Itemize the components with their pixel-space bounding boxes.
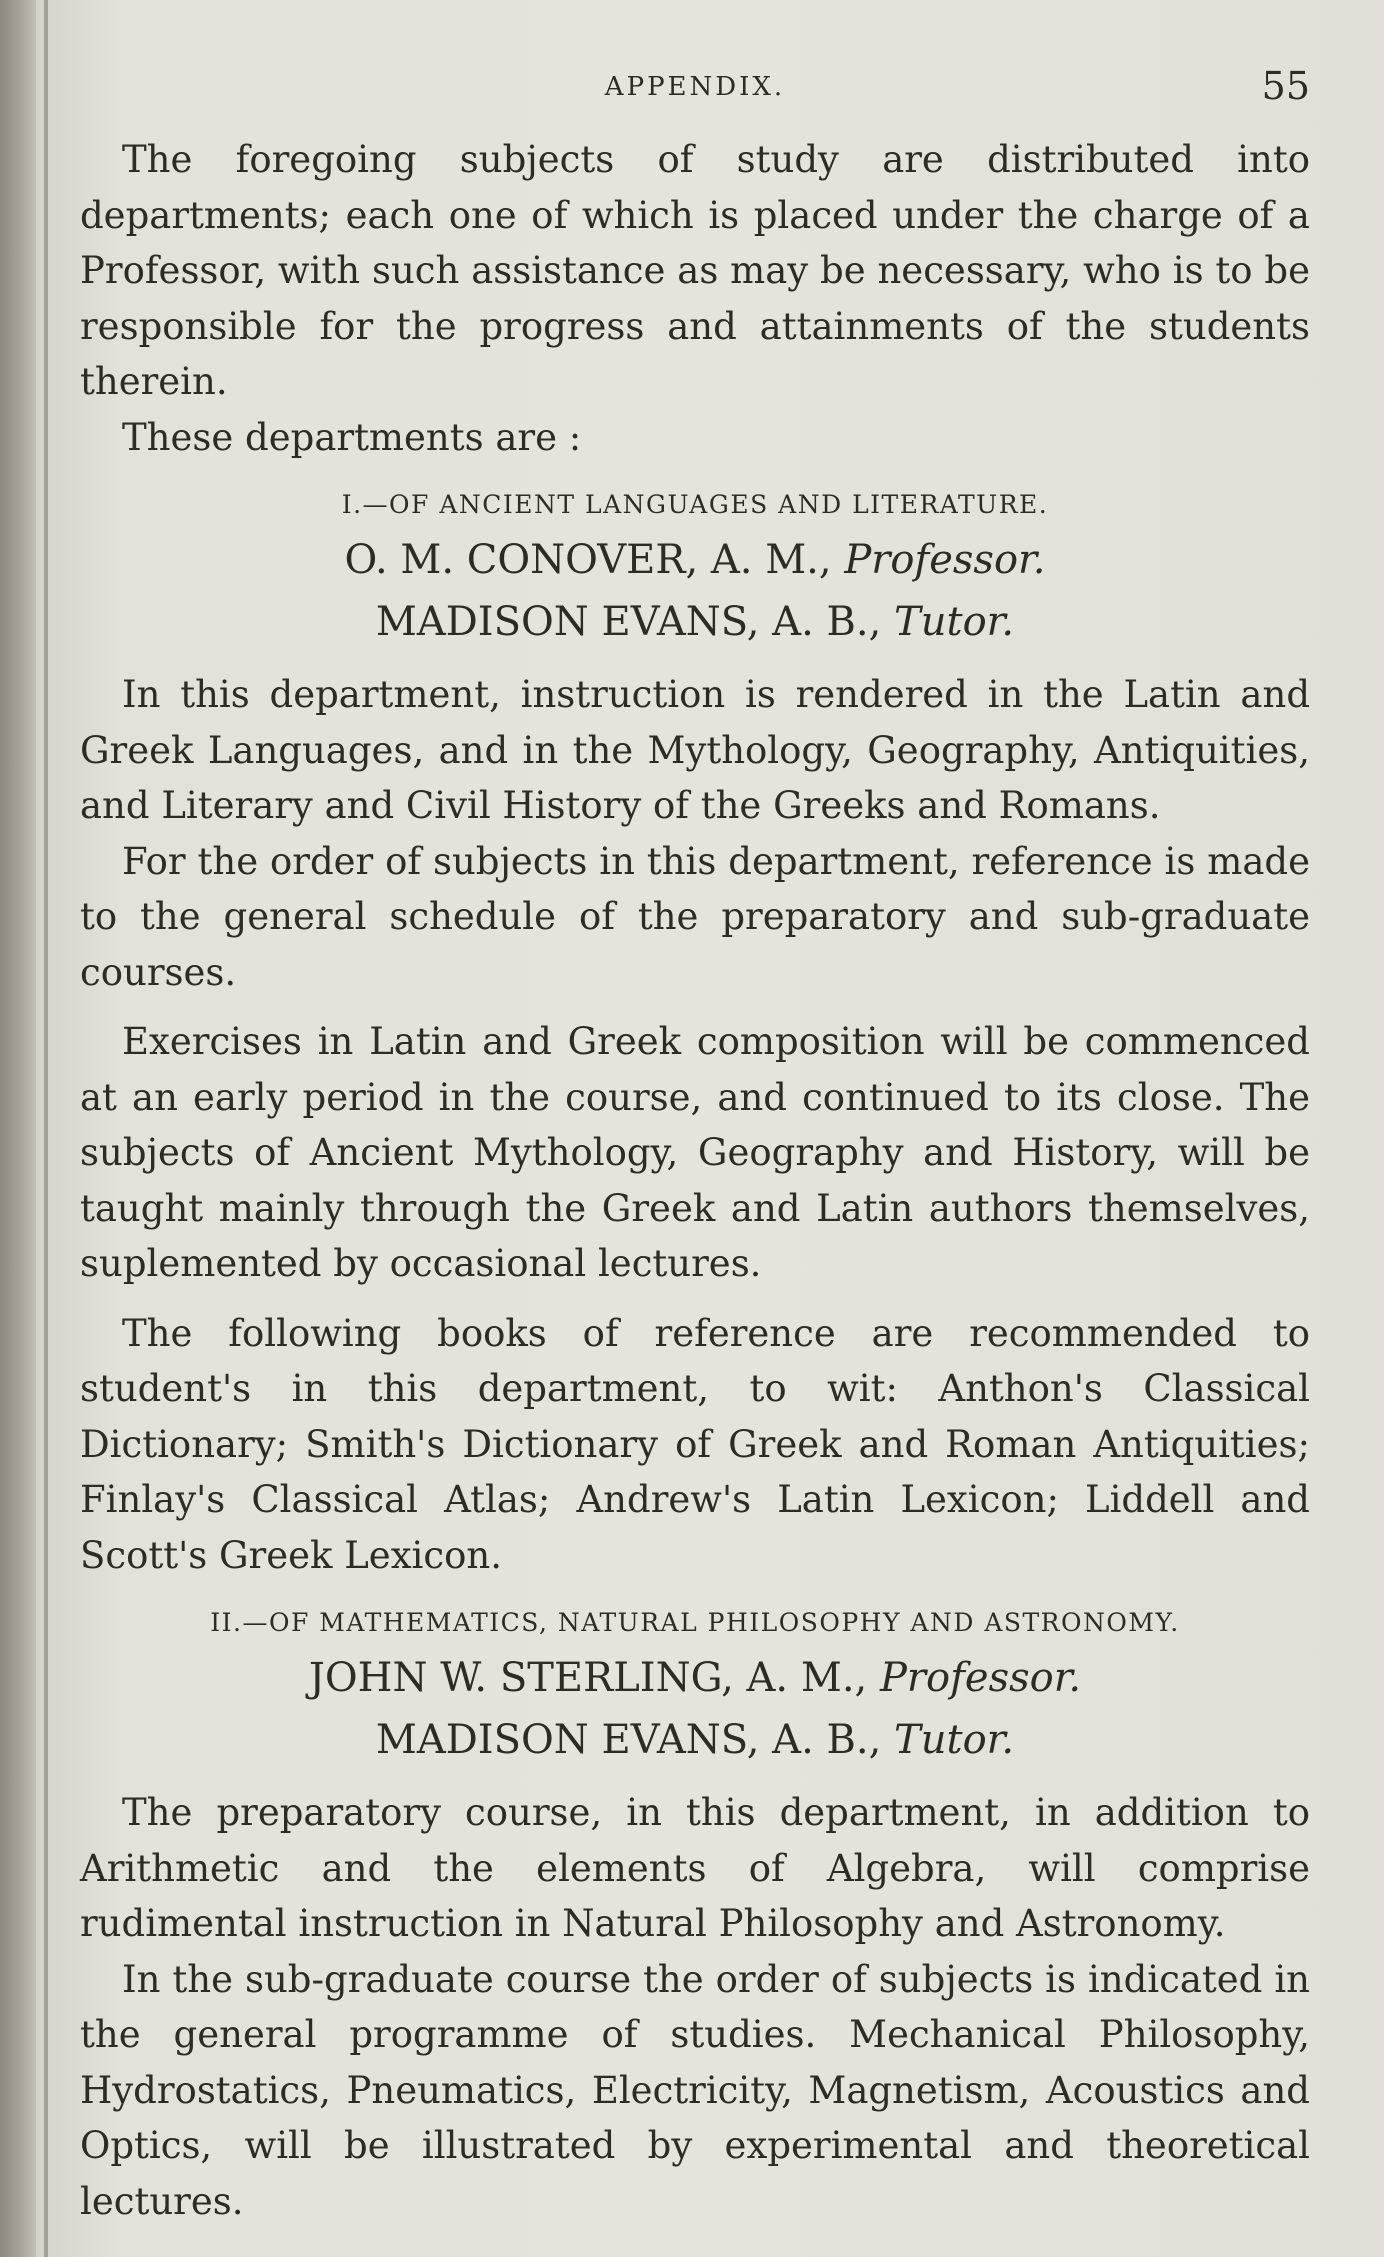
- section-1-paragraph-2: For the order of subjects in this department, reference is made to the general schedule of the preparatory and sub-graduate courses.: [80, 839, 1310, 994]
- staff-role: Tutor.: [894, 1717, 1015, 1763]
- running-head-title: APPENDIX.: [604, 72, 786, 102]
- section-2-paragraph-2: In the sub-graduate course the order of subjects is indicated in the general programme of studies. Mechanical Philosophy, Hydrostatics, Pneumatics, Electricity, Magnetism, Acoustics and Optics, will be illustrated by experimental and theoretical lectures.: [80, 1957, 1310, 2223]
- section-1-staff-2: [80, 591, 1310, 653]
- section-2-staff-1: [80, 1647, 1310, 1709]
- intro-paragraph-2: These departments are :: [122, 415, 582, 459]
- intro-paragraph-1: The foregoing subjects of study are distributed into departments; each one of which is placed under the charge of a Professor, with such assistance as may be necessary, who is to be responsible for the progress and attainments of the students therein.: [80, 138, 1310, 403]
- staff-name: O. M. CONOVER, A. M.,: [344, 537, 832, 583]
- running-head: [80, 60, 1310, 110]
- section-1-paragraph-3: Exercises in Latin and Greek composition will be commenced at an early period in the course, and continued to its close. The subjects of Ancient Mythology, Geography and History, will be taught mainly through the Greek and Latin authors themselves, suplemented by occasional lectures.: [80, 1020, 1310, 1285]
- staff-name: JOHN W. STERLING, A. M.,: [308, 1655, 868, 1701]
- section-1-heading: I.—OF ANCIENT LANGUAGES AND LITERATURE.: [341, 490, 1049, 519]
- section-1-staff-1: [80, 529, 1310, 591]
- staff-name: MADISON EVANS, A. B.,: [375, 599, 882, 645]
- staff-role: Professor.: [879, 1655, 1082, 1701]
- section-2-heading: II.—OF MATHEMATICS, NATURAL PHILOSOPHY AND ASTRONOMY.: [210, 1608, 1180, 1637]
- book-spine: [0, 0, 36, 2257]
- page-content: [80, 60, 1310, 2229]
- section-2-paragraph-1: The preparatory course, in this department, in addition to Arithmetic and the elements of Algebra, will comprise rudimental instruction in Natural Philosophy and Astronomy.: [80, 1791, 1310, 1945]
- section-2-staff-2: [80, 1709, 1310, 1771]
- staff-role: Professor.: [844, 537, 1046, 583]
- staff-role: Tutor.: [894, 599, 1015, 645]
- page-number: 55: [1261, 64, 1310, 108]
- section-1-paragraph-1: In this department, instruction is rendered in the Latin and Greek Languages, and in the Mythology, Geography, Antiquities, and Literary and Civil History of the Greeks and Romans.: [80, 673, 1310, 827]
- staff-name: MADISON EVANS, A. B.,: [375, 1717, 882, 1763]
- section-1-paragraph-4: The following books of reference are recommended to student's in this department, to wit: Anthon's Classical Dictionary; Smith's Dictionary of Greek and Roman Antiquities; Finlay's Classical Atlas; Andrew's Latin Lexicon; Liddell and Scott's Greek Lexicon.: [80, 1311, 1310, 1577]
- gutter-line: [44, 0, 48, 2257]
